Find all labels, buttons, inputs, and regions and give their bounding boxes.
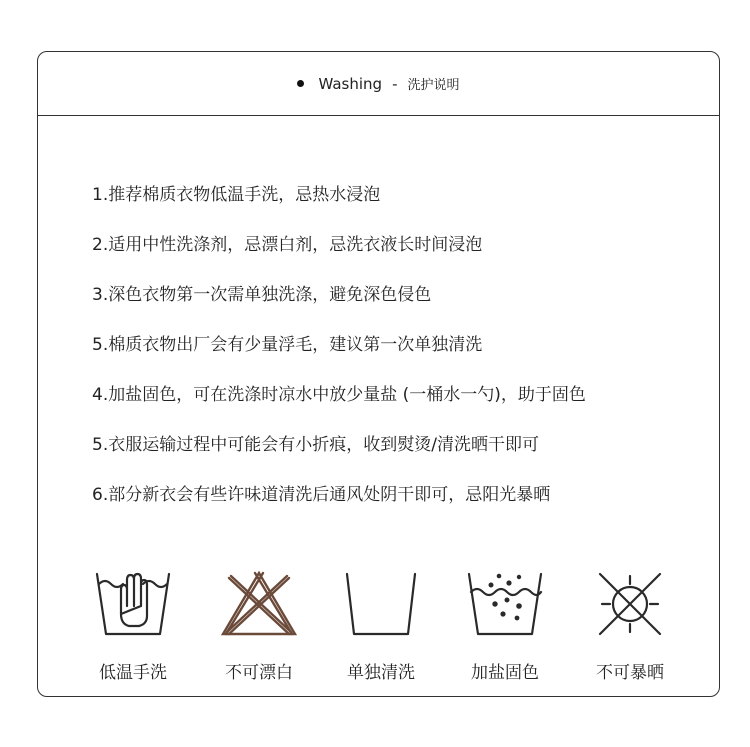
icon-label: 单独清洗 [347,663,415,683]
salt-wash-icon [465,570,545,638]
care-note: 5.衣服运输过程中可能会有小折痕，收到熨烫/清洗晒干即可 [92,435,539,455]
care-icon-item [450,570,560,683]
care-icon-item [78,570,188,683]
care-note: 2.适用中性洗涤剂，忌漂白剂，忌洗衣液长时间浸泡 [92,235,483,255]
care-note: 4.加盐固色，可在洗涤时凉水中放少量盐 (一桶水一勺)，助于固色 [92,385,586,405]
care-note: 5.棉质衣物出厂会有少量浮毛，建议第一次单独清洗 [92,335,483,355]
icon-label: 加盐固色 [471,663,539,683]
hand-wash-icon [93,570,173,638]
washing-card [37,51,720,697]
icon-label: 不可暴晒 [596,663,664,683]
no-sun-icon [590,570,670,638]
no-bleach-icon [219,570,299,638]
care-note: 6.部分新衣会有些许味道清洗后通风处阴干即可，忌阳光暴晒 [92,485,551,505]
card-header [38,52,719,116]
care-icons-row [38,570,719,683]
icon-label: 不可漂白 [225,663,293,683]
header-title-cn: 洗护说明 [407,78,460,93]
header-separator: - [392,74,398,93]
header-title-en: Washing [318,74,383,93]
care-icon-item [575,570,685,683]
care-icon-item [326,570,436,683]
care-notes-list [92,180,586,530]
care-note: 3.深色衣物第一次需单独洗涤，避免深色侵色 [92,285,432,305]
icon-label: 低温手洗 [99,663,167,683]
care-icon-item [204,570,314,683]
bullet-dot-icon [297,80,304,87]
care-note: 1.推荐棉质衣物低温手洗，忌热水浸泡 [92,185,381,205]
wash-basin-icon [341,570,421,638]
